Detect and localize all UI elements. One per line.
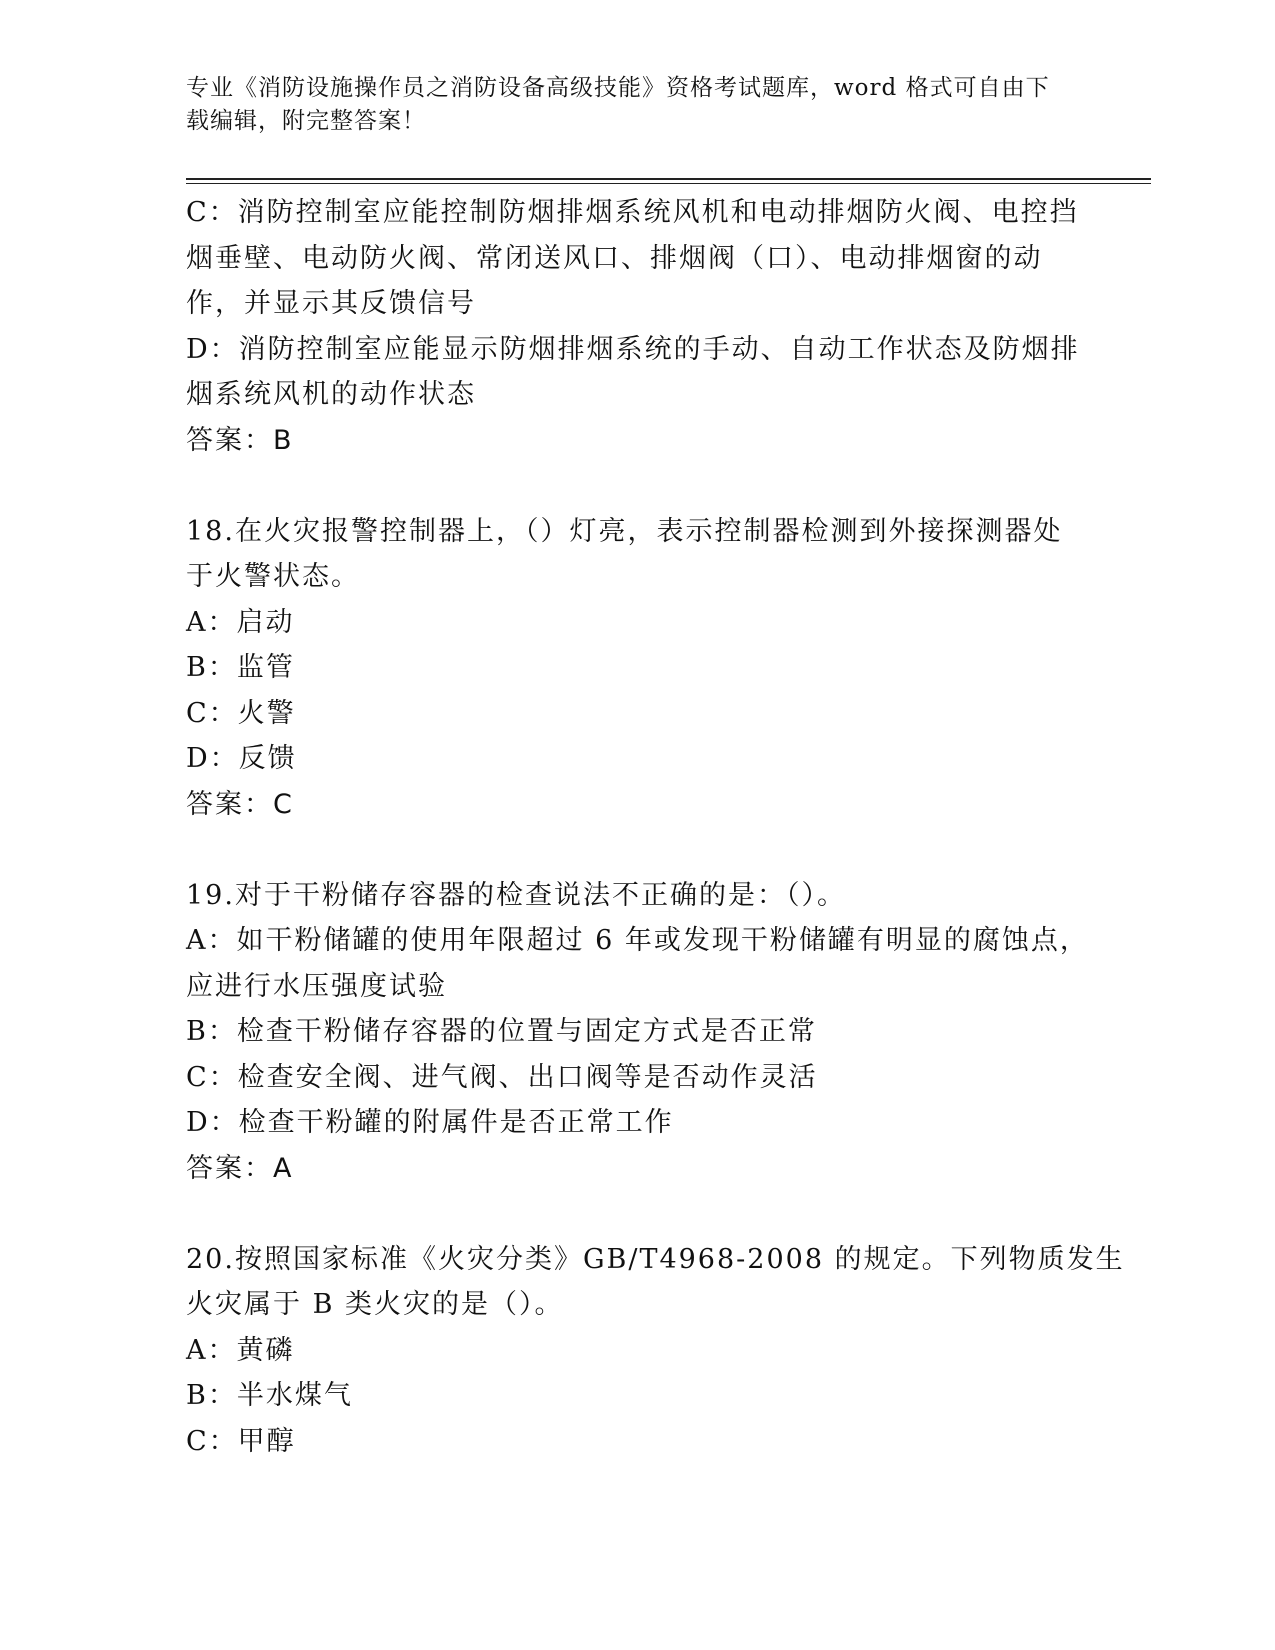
header-line-1: 专业《消防设施操作员之消防设备高级技能》资格考试题库，word 格式可自由下: [186, 75, 1050, 101]
option-c: C：火警: [186, 697, 296, 729]
option-c-line-1: C：消防控制室应能控制防烟排烟系统风机和电动排烟防火阀、电控挡: [186, 197, 1079, 228]
question-20: [186, 1237, 1125, 1465]
document-body: [186, 190, 1125, 1464]
header-divider-thin: [186, 183, 1151, 184]
answer-line: 答案：A: [186, 1152, 294, 1184]
option-a: A：启动: [186, 606, 295, 638]
question-17-tail: [186, 190, 1080, 463]
option-b: B：检查干粉储存容器的位置与固定方式是否正常: [186, 1016, 817, 1047]
spacer: [186, 463, 1076, 509]
option-a: A：黄磷: [186, 1334, 295, 1366]
document-header: [186, 72, 1066, 138]
option-d-line-2: 烟系统风机的动作状态: [186, 379, 476, 410]
option-b: B：半水煤气: [186, 1380, 353, 1411]
option-d-line-1: D：消防控制室应能显示防烟排烟系统的手动、自动工作状态及防烟排: [186, 333, 1080, 365]
option-c: C：检查安全阀、进气阀、出口阀等是否动作灵活: [186, 1061, 818, 1093]
header-divider-thick: [186, 178, 1151, 180]
option-d: D：反馈: [186, 743, 297, 774]
option-d: D：检查干粉罐的附属件是否正常工作: [186, 1107, 674, 1138]
question-stem-line-1: 20.按照国家标准《火灾分类》GB/T4968-2008 的规定。下列物质发生: [186, 1243, 1125, 1275]
question-19: [186, 873, 1089, 1192]
answer-line: 答案：C: [186, 788, 294, 820]
question-stem-line-1: 18.在火灾报警控制器上，（）灯亮，表示控制器检测到外接探测器处: [186, 515, 1063, 547]
question-stem-line-1: 19.对于干粉储存容器的检查说法不正确的是：（）。: [186, 879, 846, 911]
option-a-line-1: A：如干粉储罐的使用年限超过 6 年或发现干粉储罐有明显的腐蚀点，: [186, 925, 1089, 956]
question-stem-line-2: 于火警状态。: [186, 561, 360, 592]
option-c-line-3: 作，并显示其反馈信号: [186, 288, 476, 319]
option-c: C：甲醇: [186, 1425, 296, 1457]
option-b: B：监管: [186, 652, 295, 683]
answer-line: 答案：B: [186, 424, 294, 456]
question-18: [186, 509, 1076, 828]
question-stem-line-2: 火灾属于 B 类火灾的是（）。: [186, 1289, 564, 1320]
option-c-line-2: 烟垂壁、电动防火阀、常闭送风口、排烟阀（口）、电动排烟窗的动: [186, 242, 1043, 274]
header-line-2: 载编辑，附完整答案！: [186, 108, 426, 134]
spacer: [186, 827, 1076, 873]
option-a-line-2: 应进行水压强度试验: [186, 970, 447, 1002]
spacer: [186, 1191, 1076, 1237]
